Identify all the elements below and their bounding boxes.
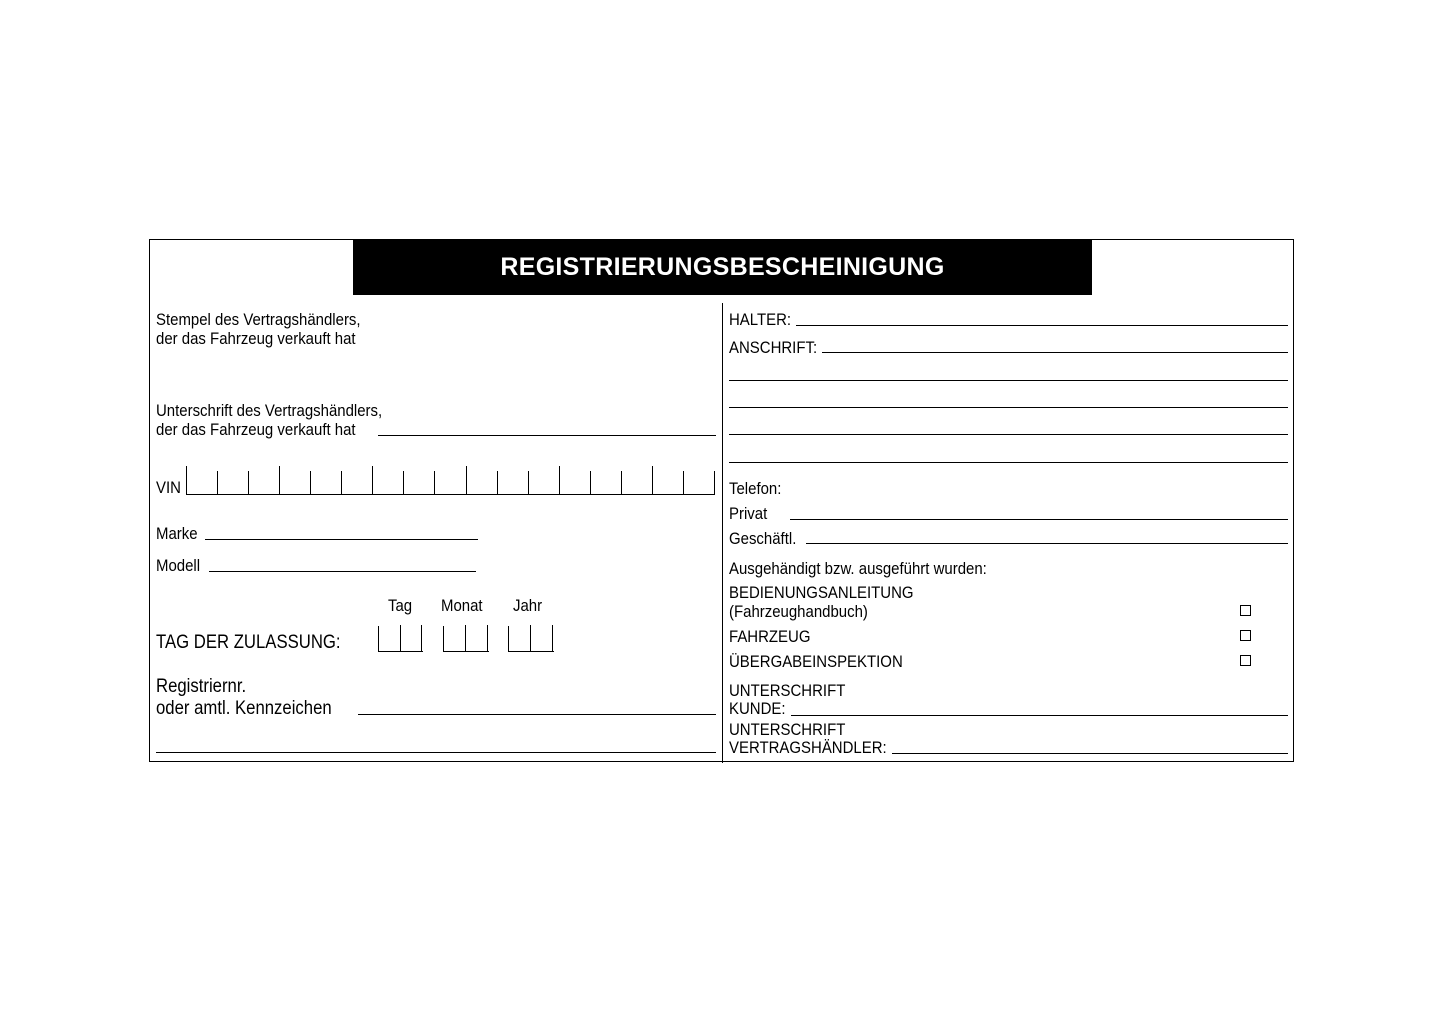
anschrift-line-4[interactable] (729, 434, 1288, 435)
vin-cell-divider (590, 471, 591, 495)
customer-signature-label-line-2: KUNDE: (729, 699, 786, 718)
halter-label: HALTER: (729, 310, 792, 329)
column-divider (722, 303, 723, 763)
anschrift-line-3[interactable] (729, 407, 1288, 408)
zulassung-label: TAG DER ZULASSUNG: (156, 632, 341, 653)
geschaeftl-phone-field[interactable] (806, 543, 1288, 544)
marke-label: Marke (156, 524, 198, 543)
halter-field[interactable] (796, 325, 1288, 326)
vin-cell-divider (279, 466, 280, 495)
date-month-divider (465, 625, 466, 651)
vin-cell-divider (372, 466, 373, 495)
anschrift-field[interactable] (822, 352, 1288, 353)
date-month-end (487, 625, 488, 651)
date-day-field[interactable] (378, 626, 423, 652)
marke-field[interactable] (205, 539, 478, 540)
vin-cell-divider (466, 466, 467, 495)
vin-cell-divider (621, 471, 622, 495)
vin-cell-divider (434, 471, 435, 495)
vin-baseline (186, 494, 714, 495)
registriernr-label-line-1: Registriernr. (156, 676, 247, 697)
stamp-label-line-2: der das Fahrzeug verkauft hat (156, 329, 356, 348)
item-manual-sublabel: (Fahrzeughandbuch) (729, 602, 868, 621)
vin-cell-divider (683, 471, 684, 495)
dealer-signature-field[interactable] (378, 435, 716, 436)
dealer-final-signature-label-line-1: UNTERSCHRIFT (729, 720, 846, 739)
registriernr-field[interactable] (358, 714, 716, 715)
item-manual-checkbox[interactable] (1240, 605, 1251, 616)
certificate-title: REGISTRIERUNGSBESCHEINIGUNG (353, 240, 1092, 295)
dealer-signature-label-line-1: Unterschrift des Vertragshändlers, (156, 401, 383, 420)
privat-label: Privat (729, 504, 768, 523)
registriernr-field-extra[interactable] (156, 752, 716, 753)
ausgehaendigt-label: Ausgehändigt bzw. ausgeführt wurden: (729, 559, 987, 578)
date-day-end (421, 625, 422, 651)
item-manual-label: BEDIENUNGSANLEITUNG (729, 583, 914, 602)
registration-certificate-card (149, 239, 1294, 762)
vin-cell-divider (186, 466, 187, 495)
registriernr-label-line-2: oder amtl. Kennzeichen (156, 698, 332, 719)
date-month-field[interactable] (443, 626, 489, 652)
anschrift-label: ANSCHRIFT: (729, 338, 818, 357)
item-inspection-label: ÜBERGABEINSPEKTION (729, 652, 903, 671)
anschrift-line-2[interactable] (729, 380, 1288, 381)
vin-cell-divider (652, 466, 653, 495)
modell-field[interactable] (209, 571, 476, 572)
date-year-divider (530, 625, 531, 651)
vin-cell-divider (714, 471, 715, 495)
dealer-final-signature-field[interactable] (892, 753, 1288, 754)
vin-cell-divider (217, 471, 218, 495)
vin-cell-divider (497, 471, 498, 495)
dealer-signature-label-line-2: der das Fahrzeug verkauft hat (156, 420, 356, 439)
date-jahr-label: Jahr (513, 596, 543, 615)
vin-cell-divider (403, 471, 404, 495)
customer-signature-label-line-1: UNTERSCHRIFT (729, 681, 846, 700)
date-year-end (552, 625, 553, 651)
item-inspection-checkbox[interactable] (1240, 655, 1251, 666)
date-year-field[interactable] (508, 626, 554, 652)
vin-cell-divider (559, 466, 560, 495)
stamp-label-line-1: Stempel des Vertragshändlers, (156, 310, 361, 329)
vin-cell-divider (248, 471, 249, 495)
dealer-final-signature-label-line-2: VERTRAGSHÄNDLER: (729, 738, 887, 757)
vin-label: VIN (156, 478, 181, 497)
customer-signature-field[interactable] (791, 715, 1288, 716)
anschrift-line-5[interactable] (729, 462, 1288, 463)
geschaeftl-label: Geschäftl. (729, 529, 797, 548)
date-monat-label: Monat (441, 596, 483, 615)
vin-field[interactable] (186, 466, 714, 495)
telefon-label: Telefon: (729, 479, 782, 498)
modell-label: Modell (156, 556, 201, 575)
date-day-divider (400, 625, 401, 651)
vin-cell-divider (341, 471, 342, 495)
privat-phone-field[interactable] (790, 519, 1288, 520)
vin-cell-divider (528, 471, 529, 495)
item-vehicle-checkbox[interactable] (1240, 630, 1251, 641)
item-vehicle-label: FAHRZEUG (729, 627, 811, 646)
date-tag-label: Tag (388, 596, 413, 615)
vin-cell-divider (310, 471, 311, 495)
